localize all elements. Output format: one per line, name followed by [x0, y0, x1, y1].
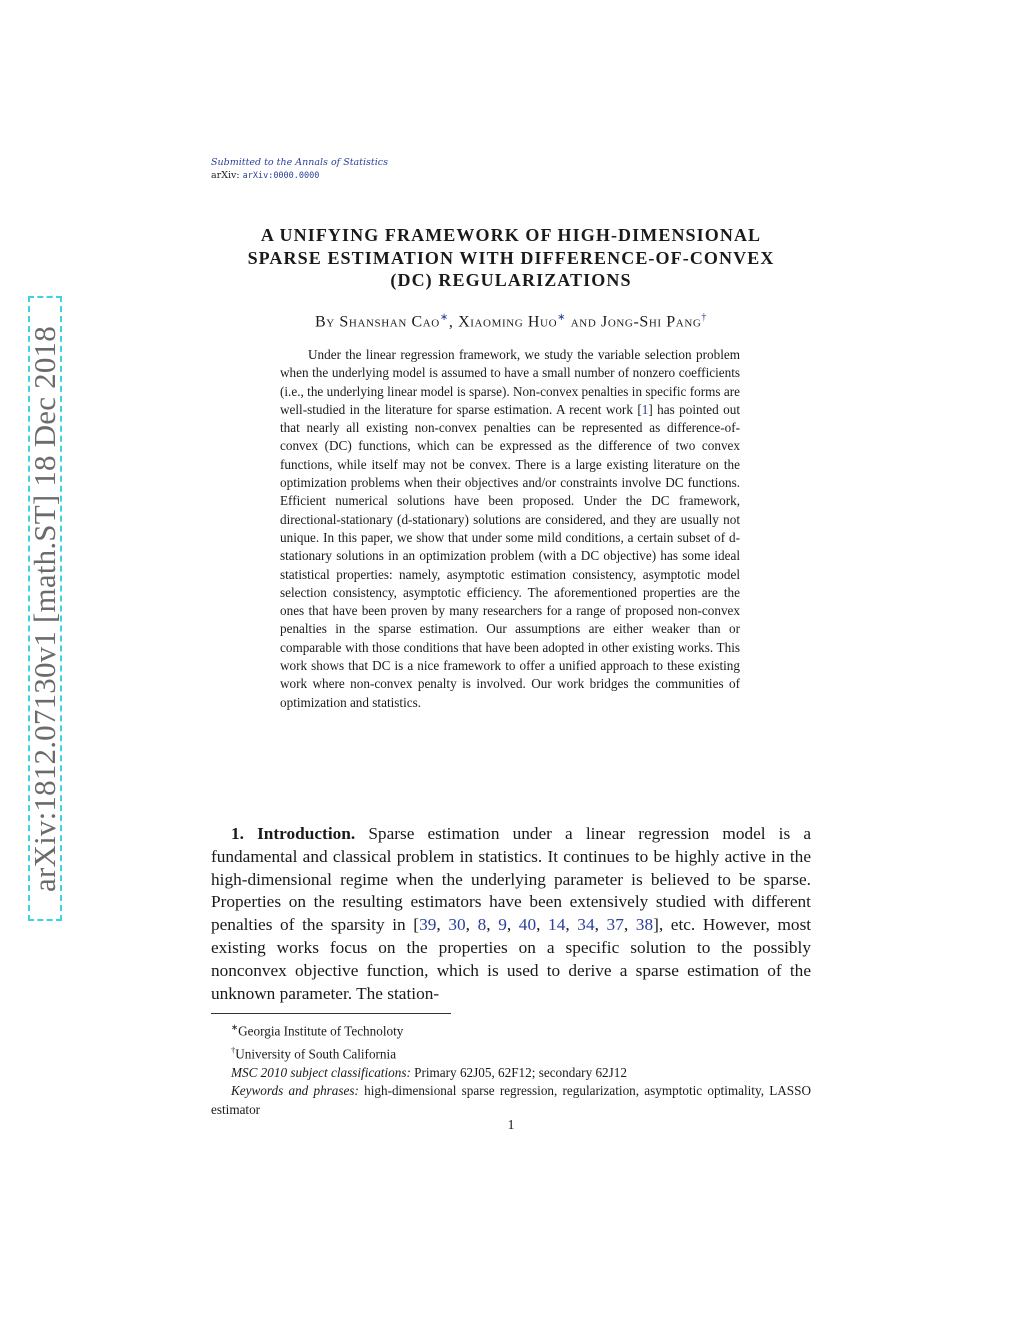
msc-text: Primary 62J05, 62F12; secondary 62J12	[410, 1064, 627, 1080]
abstract	[280, 346, 740, 712]
author-huo: Xiaoming Huo	[458, 313, 558, 331]
citation-sep: ,	[486, 915, 499, 935]
abstract-text-1: Under the linear regression framework, we study the variable selection problem when the underlying model is assumed to have a small number of nonzero coefficients (i.e., the underlying linear model is sparse). Non-convex penalties in specific forms are well-studied in the literature for sparse estimation. A recent work [	[280, 347, 740, 417]
citation-sep: ,	[565, 915, 578, 935]
section-title: Introduction.	[257, 824, 356, 843]
arxiv-label: arXiv:	[211, 170, 240, 181]
footnote-affiliation-2	[211, 1041, 811, 1064]
title-line-3: (DC) REGULARIZATIONS	[390, 270, 632, 290]
keywords-text: high-dimensional sparse regression, regularization, asymptotic optimality, LASSO estimator	[211, 1083, 811, 1117]
arxiv-id-line	[211, 169, 388, 183]
author-separator: ,	[448, 313, 454, 331]
by-word: By	[314, 313, 335, 331]
citation-link[interactable]: 9	[498, 915, 507, 935]
citation-sep: ,	[436, 915, 449, 935]
keywords	[211, 1082, 811, 1119]
msc-label: MSC 2010 subject classifications:	[231, 1064, 411, 1080]
footnote-text: University of South California	[235, 1046, 397, 1062]
author-cao-mark[interactable]: ∗	[439, 312, 449, 323]
citation-link[interactable]: 14	[548, 915, 566, 935]
citation-link[interactable]: 40	[518, 915, 537, 935]
footnote-mark: ∗	[231, 1022, 239, 1032]
citation-sep: ,	[506, 915, 519, 935]
author-pang-mark[interactable]: †	[701, 312, 708, 323]
arxiv-id-link[interactable]: arXiv:0000.0000	[242, 171, 320, 181]
footnote-divider	[211, 1013, 451, 1014]
citation-link[interactable]: 38	[635, 915, 654, 935]
msc-classifications	[211, 1064, 811, 1083]
abstract-text-2: ] has pointed out that nearly all existing non-convex penalties can be represented as difference-of-convex (DC) functions, which can be expressed as the difference of two convex functions, while itself may not be convex. There is a large existing literature on the optimization problems when their objectives and/or constraints involve DC functions. Efficient numerical solutions have been proposed. Under the DC framework, directional-stationary (d-stationary) solutions are considered, and they are usually not unique. In this paper, we show that under some mild conditions, a certain subset of d-stationary solutions in an optimization problem (with a DC objective) has some ideal statistical properties: namely, asymptotic estimation consistency, asymptotic model selection consistency, asymptotic efficiency. The aforementioned properties are the ones that have been proven by many researchers for a range of proposed non-convex penalties in the sparse estimation. Our assumptions are either weaker than or comparable with those conditions that have been adopted in other existing works. This work shows that DC is a nice framework to offer a unified approach to these existing work where non-convex penalty is involved. Our work bridges the communities of optimization and statistics.	[280, 401, 740, 710]
citation-link[interactable]: 1	[641, 401, 649, 417]
intro-text-1: Sparse estimation under a linear regression model is a fundamental and classical problem in statistics. It continues to be highly active in the high-dimensional regime when the underlying parameter is believed to be sparse. Properties on the resulting estimators have been extensively studied with different penalties of the sparsity in [	[211, 824, 811, 935]
citation-sep: ,	[536, 915, 549, 935]
submitted-note: Submitted to the Annals of Statistics	[211, 157, 388, 168]
footnote-mark: †	[231, 1044, 236, 1055]
citation-sep: ,	[465, 915, 478, 935]
intro-text-2: ], etc. However, most existing works focus on the properties on a specific solution to the possibly nonconvex objective function, which is used to derive a sparse estimation of the unknown parameter. The station-	[211, 915, 812, 1003]
title-line-1: A UNIFYING FRAMEWORK OF HIGH-DIMENSIONAL	[260, 225, 762, 245]
title-line-2: SPARSE ESTIMATION WITH DIFFERENCE-OF-CONVEX	[247, 247, 775, 268]
footnotes	[211, 1018, 811, 1119]
arxiv-stamp	[28, 296, 62, 921]
author-huo-mark[interactable]: ∗	[557, 312, 567, 323]
citation-link[interactable]: 8	[477, 915, 487, 935]
author-pang: Jong-Shi Pang	[601, 313, 702, 331]
author-cao: Shanshan Cao	[339, 313, 440, 331]
paper-title	[211, 224, 811, 292]
and-word: and	[570, 313, 597, 331]
citation-link[interactable]: 37	[606, 915, 624, 935]
citation-link[interactable]: 30	[448, 915, 466, 935]
citation-sep: ,	[594, 915, 607, 935]
introduction-section	[211, 823, 811, 1005]
citation-link[interactable]: 34	[577, 915, 595, 935]
citation-link[interactable]: 39	[419, 915, 437, 935]
footnote-text: Georgia Institute of Technoloty	[238, 1023, 404, 1039]
author-list	[211, 312, 811, 331]
footnote-affiliation-1	[211, 1018, 811, 1041]
page-number: 1	[507, 1118, 515, 1133]
journal-header	[211, 156, 388, 183]
section-number: 1.	[231, 824, 244, 843]
arxiv-stamp-text: arXiv:1812.07130v1 [math.ST] 18 Dec 2018	[27, 325, 63, 892]
citation-sep: ,	[623, 915, 636, 935]
keywords-label: Keywords and phrases:	[231, 1083, 359, 1099]
